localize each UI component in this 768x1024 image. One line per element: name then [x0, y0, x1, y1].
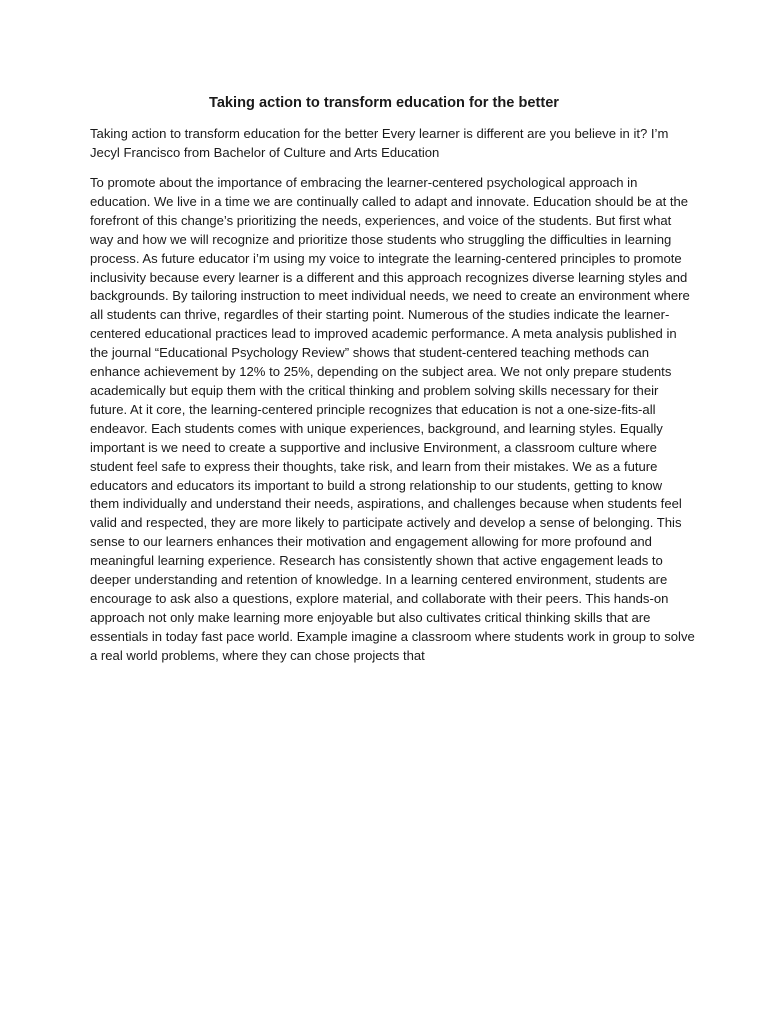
body-line: all students can thrive, regardles of their starting point. Numerous of the studies indicate the learner- [90, 307, 670, 323]
body-line: forefront of this change’s prioritizing the needs, experiences, and voice of the students. But first what [90, 212, 672, 228]
body-line: way and how we will recognize and prioritize those students who struggling the difficulties in learning [90, 231, 672, 247]
body-line: meaningful learning experience. Research has consistently shown that active engagement leads to [90, 553, 663, 569]
body-line: educators and educators its important to build a strong relationship to our students, getting to know [90, 477, 663, 493]
body-line: essentials in today fast pace world. Example imagine a classroom where students work in group to solve [90, 628, 695, 644]
intro-line: Jecyl Francisco from Bachelor of Culture and Arts Education [90, 144, 440, 160]
body-line: approach not only make learning more enjoyable but also cultivates critical thinking skills that are [90, 609, 651, 625]
body-line: endeavor. Each students comes with unique experiences, background, and learning styles. Equally [90, 420, 663, 436]
body-line: academically but equip them with the critical thinking and problem solving skills necessary for their [90, 382, 659, 398]
body-line: deeper understanding and retention of knowledge. In a learning centered environment, students are [90, 572, 668, 588]
body-line: To promote about the importance of embracing the learner-centered psychological approach in [90, 175, 638, 190]
body-line: a real world problems, where they can chose projects that [90, 647, 425, 663]
document-title: Taking action to transform education for the better [208, 95, 559, 111]
body-line: process. As future educator i’m using my voice to integrate the learning-centered principles to promote [90, 250, 682, 266]
body-line: education. We live in a time we are continually called to adapt and innovate. Education should be at the [90, 193, 689, 209]
body-line: them individually and understand their needs, aspirations, and challenges because when students feel [90, 496, 682, 512]
body-line: enhance achievement by 12% to 25%, depending on the subject area. We not only prepare students [90, 364, 672, 380]
body-line: inclusivity because every learner is a different and this approach recognizes diverse learning styles and [90, 269, 688, 285]
body-line: backgrounds. By tailoring instruction to meet individual needs, we need to create an environment where [90, 288, 690, 304]
body-line: sense to our learners enhances their motivation and engagement allowing for more profound and [90, 534, 652, 550]
intro-paragraph [90, 125, 690, 163]
body-line: future. At it core, the learning-centered principle recognizes that education is not a one-size-fits-all [90, 401, 656, 417]
body-line: valid and respected, they are more likely to participate actively and develop a sense of belonging. This [90, 515, 682, 531]
body-line: important is we need to create a supportive and inclusive Environment, a classroom culture where [90, 439, 657, 455]
body-line: encourage to ask also a questions, explore material, and collaborate with their peers. This hands-on [90, 590, 669, 606]
body-paragraph [90, 174, 695, 666]
body-line: centered educational practices lead to improved academic performance. A meta analysis published in [90, 326, 677, 342]
body-line: the journal “Educational Psychology Review” shows that student-centered teaching methods can [90, 345, 649, 361]
intro-line: Taking action to transform education for the better Every learner is different are you believe in it? I’m [90, 126, 669, 141]
body-line: student feel safe to express their thoughts, take risk, and learn from their mistakes. We as a future [90, 458, 658, 474]
